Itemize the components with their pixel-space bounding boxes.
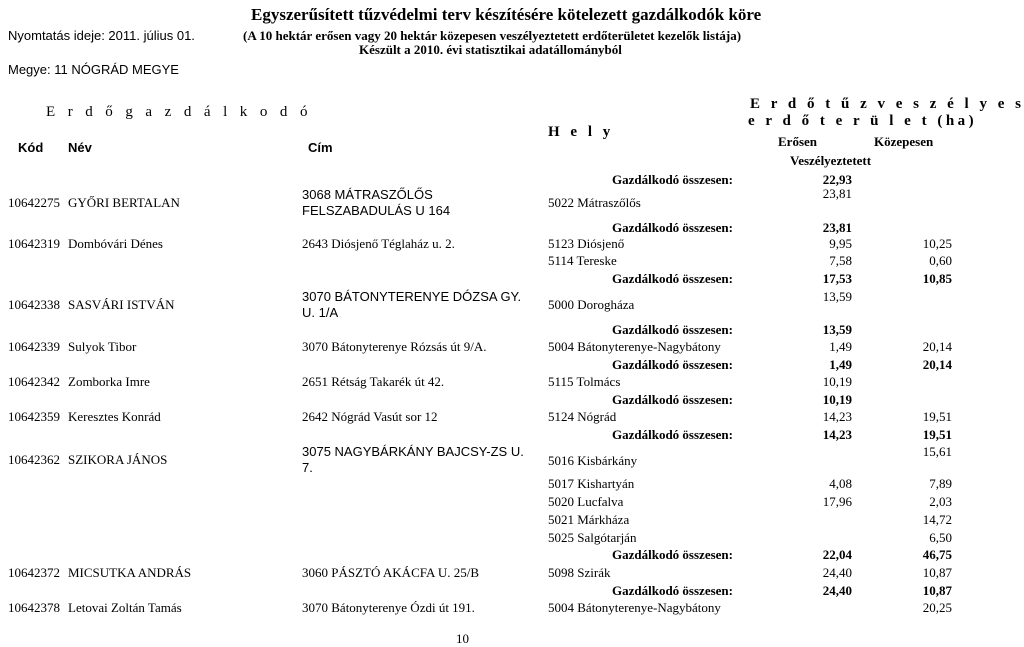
row-address: 3068 MÁTRASZŐLŐS FELSZABADULÁS U 164 [302,187,451,218]
row-place: 5004 Bátonyterenye-Nagybátony [548,600,721,615]
row-code: 10642319 [8,236,60,251]
header-place: H e l y [548,124,614,140]
row-place: 5000 Dorogháza [548,297,635,312]
row-name: GYŐRI BERTALAN [68,195,180,210]
row-name: Dombóvári Dénes [68,236,163,251]
row-place: 5114 Tereske [548,253,617,268]
row-high: 24,40 [822,565,852,580]
row-name: SZIKORA JÁNOS [68,452,168,467]
row-address: 3075 NAGYBÁRKÁNY BAJCSY-ZS U. 7. [302,444,524,475]
row-code: 10642342 [8,374,60,389]
total-high: 22,04 [822,547,852,562]
total-label: Gazdálkodó összesen: [612,271,733,286]
header-code: Kód [18,140,44,155]
row-address: 2642 Nógrád Vasút sor 12 [302,409,438,424]
total-label: Gazdálkodó összesen: [612,357,733,372]
total-high: 13,59 [822,322,852,337]
row-name: MICSUTKA ANDRÁS [68,565,192,580]
total-high: 22,93 [822,172,852,187]
header-name: Név [68,140,92,155]
total-label: Gazdálkodó összesen: [612,172,733,187]
row-name: Keresztes Konrád [68,409,161,424]
page-title: Egyszerűsített tűzvédelmi terv készítésére kötelezett gazdálkodók köre [251,5,762,24]
page-subtitle-source: Készült a 2010. évi statisztikai adatállományból [359,42,622,57]
row-place: 5022 Mátraszőlős [548,195,641,210]
header-high: Erősen [778,134,817,149]
total-label: Gazdálkodó összesen: [612,427,733,442]
print-date: Nyomtatás ideje: 2011. július 01. [8,28,195,43]
total-label: Gazdálkodó összesen: [612,583,733,598]
total-high: 14,23 [822,427,852,442]
row-name: Letovai Zoltán Tamás [68,600,182,615]
row-medium: 15,61 [922,444,952,459]
total-label: Gazdálkodó összesen: [612,220,733,235]
row-code: 10642378 [8,600,60,615]
row-place: 5098 Szirák [548,565,611,580]
row-name: Sulyok Tibor [68,339,137,354]
row-address: 3070 Bátonyterenye Ózdi út 191. [302,600,475,615]
row-place: 5020 Lucfalva [548,494,624,509]
total-medium: 20,14 [922,357,952,372]
page-subtitle: (A 10 hektár erősen vagy 20 hektár közepesen veszélyeztetett erdőterületet kezelők listája) [243,28,742,43]
row-high: 17,96 [822,494,852,509]
total-high: 23,81 [822,220,852,235]
row-place: 5124 Nógrád [548,409,617,424]
row-medium: 0,60 [929,253,952,268]
row-name: SASVÁRI ISTVÁN [68,297,175,312]
header-medium: Közepesen [874,134,934,149]
row-place: 5021 Márkháza [548,512,630,527]
row-high: 7,58 [829,253,852,268]
total-label: Gazdálkodó összesen: [612,547,733,562]
total-medium: 19,51 [922,427,952,442]
row-high: 9,95 [829,236,852,251]
header-area-group: E r d ő t ű z v e s z é l y e s [750,96,1024,112]
row-medium: 20,14 [922,339,952,354]
row-code: 10642339 [8,339,60,354]
row-medium: 6,50 [929,530,952,545]
row-medium: 20,25 [922,600,952,615]
row-place: 5016 Kisbárkány [548,453,638,468]
row-address: 3070 Bátonyterenye Rózsás út 9/A. [302,339,487,354]
row-address: 3070 BÁTONYTERENYE DÓZSA GY. U. 1/A [302,289,522,320]
total-high: 17,53 [822,271,852,286]
total-high: 1,49 [829,357,852,372]
row-place: 5123 Diósjenő [548,236,625,251]
total-high: 10,19 [822,392,852,407]
row-address: 3060 PÁSZTÓ AKÁCFA U. 25/B [302,565,480,580]
row-medium: 10,87 [922,565,952,580]
header-address: Cím [308,140,333,155]
total-medium: 46,75 [922,547,952,562]
header-endangered: Veszélyeztetett [790,153,872,168]
total-high: 24,40 [822,583,852,598]
row-high: 4,08 [829,476,852,491]
row-place: 5017 Kishartyán [548,476,635,491]
row-medium: 10,25 [922,236,952,251]
header-area-unit: e r d ő t e r ü l e t (ha) [748,113,978,129]
row-code: 10642338 [8,297,60,312]
row-medium: 7,89 [929,476,952,491]
row-medium: 2,03 [929,494,952,509]
row-high: 10,19 [822,374,852,389]
row-name: Zomborka Imre [68,374,150,389]
total-medium: 10,85 [922,271,952,286]
row-address: 2643 Diósjenő Téglaház u. 2. [302,236,455,251]
header-manager-group: E r d ő g a z d á l k o d ó [46,104,312,120]
row-high: 13,59 [822,289,852,304]
row-high: 1,49 [829,339,852,354]
row-address: 2651 Rétság Takarék út 42. [302,374,445,389]
total-medium: 10,87 [922,583,952,598]
county-label: Megye: 11 NÓGRÁD MEGYE [8,62,179,77]
row-place: 5025 Salgótarján [548,530,637,545]
row-code: 10642362 [8,452,60,467]
row-high: 23,81 [822,186,852,201]
row-medium: 14,72 [922,512,952,527]
page-number: 10 [456,631,469,646]
row-code: 10642372 [8,565,60,580]
row-code: 10642275 [8,195,60,210]
row-medium: 19,51 [922,409,952,424]
row-place: 5004 Bátonyterenye-Nagybátony [548,339,721,354]
row-place: 5115 Tolmács [548,374,621,389]
total-label: Gazdálkodó összesen: [612,392,733,407]
row-high: 14,23 [822,409,852,424]
row-code: 10642359 [8,409,60,424]
total-label: Gazdálkodó összesen: [612,322,733,337]
